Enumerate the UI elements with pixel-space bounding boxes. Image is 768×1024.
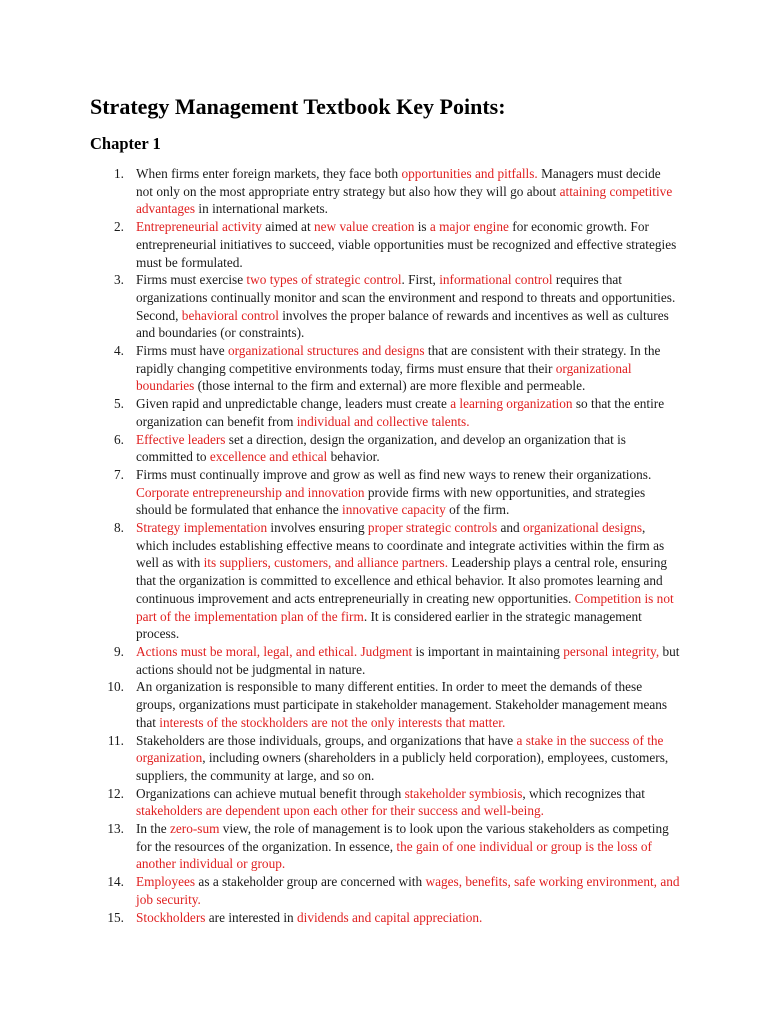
highlighted-text: opportunities and pitfalls. — [401, 166, 538, 181]
body-text: An organization is responsible to many different entities. In order to meet the demands of these groups, organizations must participate in stakeholder management. Stakeholder management means that — [136, 679, 668, 730]
highlighted-text: new value creation — [313, 219, 415, 235]
highlighted-text: Strategy implementation — [136, 520, 268, 536]
body-text: provide firms with new opportunities, and strategies should be formulated that enhance the — [136, 484, 646, 518]
body-text: involves ensuring — [267, 520, 368, 536]
body-text: are interested in — [205, 909, 297, 925]
body-text: , including owners (shareholders in a publicly held corporation), employees, customers, suppliers, the community at large, and so on. — [136, 750, 669, 783]
highlighted-text: the gain of one individual or group is the loss of another individual or group. — [136, 838, 652, 872]
list-item-number: 1. — [114, 166, 124, 181]
body-text: but actions should not be judgmental in nature. — [136, 643, 680, 677]
list-item — [90, 643, 680, 678]
highlighted-text: dividends and capital appreciation. — [297, 909, 483, 925]
highlighted-text: interests of the stockholders are not the only interests that matter. — [159, 714, 506, 730]
list-item — [90, 909, 680, 927]
body-text: in international markets. — [195, 201, 329, 217]
body-text: . It is considered earlier in the strategic management process. — [136, 608, 642, 642]
list-item-number: 14. — [107, 874, 124, 890]
highlighted-text: innovative capacity — [342, 502, 446, 518]
highlighted-text: informational control — [439, 272, 553, 288]
list-item — [90, 466, 680, 519]
list-item — [90, 395, 680, 430]
highlighted-text: attaining competitive advantages — [136, 183, 673, 217]
highlighted-text: proper strategic controls — [367, 520, 498, 536]
body-text: Firms must exercise — [136, 272, 247, 288]
highlighted-text: organizational boundaries — [136, 360, 632, 394]
list-item — [90, 165, 680, 218]
list-item-number: 9. — [114, 643, 124, 659]
highlighted-text: stakeholders are dependent upon each other for their success and well-being. — [136, 803, 544, 819]
body-text: is important in maintaining — [412, 643, 564, 659]
highlighted-text: stakeholder symbiosis — [404, 785, 523, 801]
highlighted-text: zero-sum — [169, 821, 220, 837]
list-item-number: 3. — [114, 272, 124, 288]
highlighted-text: behavioral control — [181, 307, 279, 323]
body-text: as a stakeholder group are concerned with — [195, 874, 426, 890]
body-text: Given rapid and unpredictable change, leaders must create — [136, 396, 451, 412]
list-item-number: 11. — [107, 732, 124, 748]
highlighted-text: personal integrity, — [563, 643, 660, 659]
body-text: and — [497, 520, 524, 536]
chapter-heading: Chapter 1 — [90, 134, 161, 153]
body-text: requires that organizations continually monitor and scan the environment and respond to threats and opportunities. Second, — [136, 272, 676, 323]
highlighted-text: a stake in the success of the organization — [136, 732, 664, 766]
body-text: view, the role of management is to look upon the various stakeholders as competing for the resources of the organization. In essence, — [136, 821, 669, 854]
body-text: . First, — [401, 272, 440, 288]
highlighted-text: its suppliers, customers, and alliance partners. — [203, 555, 449, 571]
list-item-number: 8. — [114, 520, 124, 536]
list-item — [90, 785, 680, 820]
body-text: Firms must continually improve and grow as well as find new ways to renew their organizations. — [136, 466, 652, 482]
list-item — [90, 873, 680, 908]
body-text: aimed at — [261, 219, 314, 235]
highlighted-text: a learning organization — [450, 396, 573, 412]
key-points-list — [90, 165, 680, 926]
list-item-number: 12. — [107, 785, 124, 801]
list-item-number: 6. — [114, 431, 124, 447]
list-item-number: 5. — [114, 396, 124, 412]
list-item — [90, 678, 680, 731]
highlighted-text: Stockholders — [136, 909, 206, 925]
list-item — [90, 218, 680, 271]
highlighted-text: a major engine — [429, 219, 509, 235]
body-text: is — [414, 219, 430, 235]
list-item-number: 4. — [114, 343, 124, 359]
list-item-number: 13. — [107, 821, 124, 837]
list-item — [90, 431, 680, 466]
highlighted-text: Competition is not part of the implementation plan of the firm — [136, 590, 674, 624]
list-item-number: 10. — [107, 679, 124, 695]
body-text: Organizations can achieve mutual benefit through — [136, 785, 405, 801]
list-item-number: 15. — [107, 909, 124, 925]
highlighted-text: excellence and ethical — [209, 449, 328, 465]
highlighted-text: two types of strategic control — [246, 272, 402, 288]
body-text: of the firm. — [445, 502, 510, 518]
body-text: Firms must have — [136, 343, 228, 359]
highlighted-text: Corporate entrepreneurship and innovation — [136, 484, 365, 500]
body-text: so that the entire organization can benefit from — [136, 396, 665, 429]
body-text: that are consistent with their strategy. In the rapidly changing competitive environments today, firms must ensure that their — [136, 343, 661, 376]
body-text: set a direction, design the organization, and develop an organization that is committed to — [136, 431, 626, 465]
body-text: , which recognizes that — [522, 785, 645, 801]
highlighted-text: Entrepreneurial activity — [136, 219, 262, 235]
highlighted-text: organizational structures and designs — [227, 343, 425, 359]
body-text: Stakeholders are those individuals, groups, and organizations that have — [136, 732, 517, 748]
body-text: (those internal to the firm and external) are more flexible and permeable. — [194, 378, 586, 394]
body-text: , which includes establishing effective means to coordinate and integrate activities within the firm as well as with — [136, 520, 665, 571]
document-title: Strategy Management Textbook Key Points: — [90, 94, 506, 119]
list-item-number: 2. — [114, 219, 124, 235]
body-text: When firms enter foreign markets, they face both — [136, 166, 402, 181]
highlighted-text: Employees — [136, 874, 196, 890]
body-text: involves the proper balance of rewards and incentives as well as cultures and boundaries (or constraints). — [136, 307, 669, 341]
list-item — [90, 732, 680, 785]
highlighted-text: Actions must be moral, legal, and ethical. Judgment — [136, 643, 413, 659]
list-item — [90, 519, 680, 643]
highlighted-text: individual and collective talents. — [296, 413, 470, 429]
highlighted-text: wages, benefits, safe working environment, and job security. — [136, 874, 680, 907]
body-text: Managers must decide not only on the most appropriate entry strategy but also how they will go about — [136, 166, 661, 199]
highlighted-text: organizational designs — [523, 520, 643, 536]
list-item — [90, 820, 680, 873]
highlighted-text: Effective leaders — [136, 431, 226, 447]
list-item-number: 7. — [114, 466, 124, 482]
body-text: In the — [136, 821, 170, 837]
body-text: Leadership plays a central role, ensuring that the organization is committed to excellence and ethical behavior. It also promotes learning and continuous improvement and acts entrepreneurially in creating new opportunities. — [136, 555, 667, 606]
list-item — [90, 342, 680, 395]
list-item — [90, 271, 680, 342]
body-text: behavior. — [327, 449, 380, 465]
body-text: for economic growth. For entrepreneurial initiatives to succeed, viable opportunities must be recognized and effective strategies must be formulated. — [136, 219, 677, 270]
